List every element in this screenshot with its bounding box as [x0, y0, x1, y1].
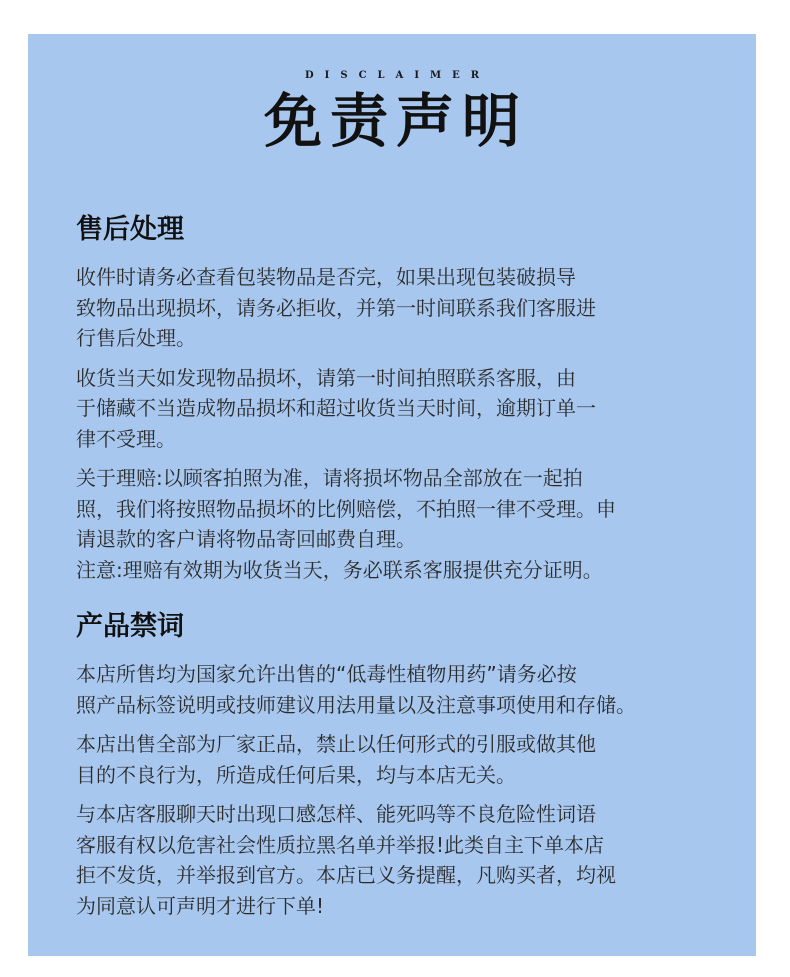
text-line: 本店出售全部为厂家正品，禁止以任何形式的引服或做其他	[76, 732, 596, 756]
section-heading-prohibited-words: 产品禁词	[76, 611, 184, 642]
text-line: 拒不发货，并举报到官方。本店已义务提醒，凡购买者，均视	[76, 863, 616, 887]
text-line: 关于理赔:以顾客拍照为准，请将损坏物品全部放在一起拍	[76, 466, 583, 490]
text-line: 本店所售均为国家允许出售的“低毒性植物用药”请务必按	[76, 662, 577, 686]
text-line: 于储藏不当造成物品损坏和超过收货当天时间，逾期订单一	[76, 396, 596, 420]
paragraph-prohibited-1	[76, 659, 746, 720]
text-line: 与本店客服聊天时出现口感怎样、能死吗等不良危险性词语	[76, 802, 596, 826]
disclaimer-content	[76, 212, 746, 930]
text-line: 照，我们将按照物品损坏的比例赔偿，不拍照一律不受理。申	[76, 496, 616, 521]
paragraph-prohibited-2	[76, 729, 746, 790]
eyebrow-text: DISCLAIMER	[305, 70, 490, 81]
page-title: 免责声明	[263, 87, 528, 155]
paragraph-prohibited-3	[76, 799, 746, 921]
paragraph-after-sales-2	[76, 363, 746, 455]
disclaimer-panel	[28, 34, 756, 956]
text-line: 收件时请务必查看包装物品是否完，如果出现包装破损导	[76, 265, 576, 289]
text-line: 客服有权以危害社会性质拉黑名单并举报!此类自主下单本店	[76, 832, 605, 857]
text-line: 律不受理。	[76, 426, 176, 451]
text-line: 请退款的客户请将物品寄回邮费自理。	[76, 527, 416, 551]
text-line: 注意:理赔有效期为收货当天，务必联系客服提供充分证明。	[76, 557, 603, 582]
text-line: 目的不良行为，所造成任何后果，均与本店无关。	[76, 762, 516, 787]
text-line: 收货当天如发现物品损坏，请第一时间拍照联系客服，由	[76, 365, 576, 390]
text-line: 照产品标签说明或技师建议用法用量以及注意事项使用和存储。	[76, 692, 636, 717]
paragraph-after-sales-1	[76, 262, 746, 354]
text-line: 为同意认可声明才进行下单!	[76, 893, 325, 918]
text-line: 致物品出现损坏，请务必拒收，并第一时间联系我们客服进	[76, 295, 596, 320]
paragraph-after-sales-3	[76, 463, 746, 585]
section-heading-after-sales: 售后处理	[76, 214, 184, 245]
text-line: 行售后处理。	[76, 326, 196, 350]
